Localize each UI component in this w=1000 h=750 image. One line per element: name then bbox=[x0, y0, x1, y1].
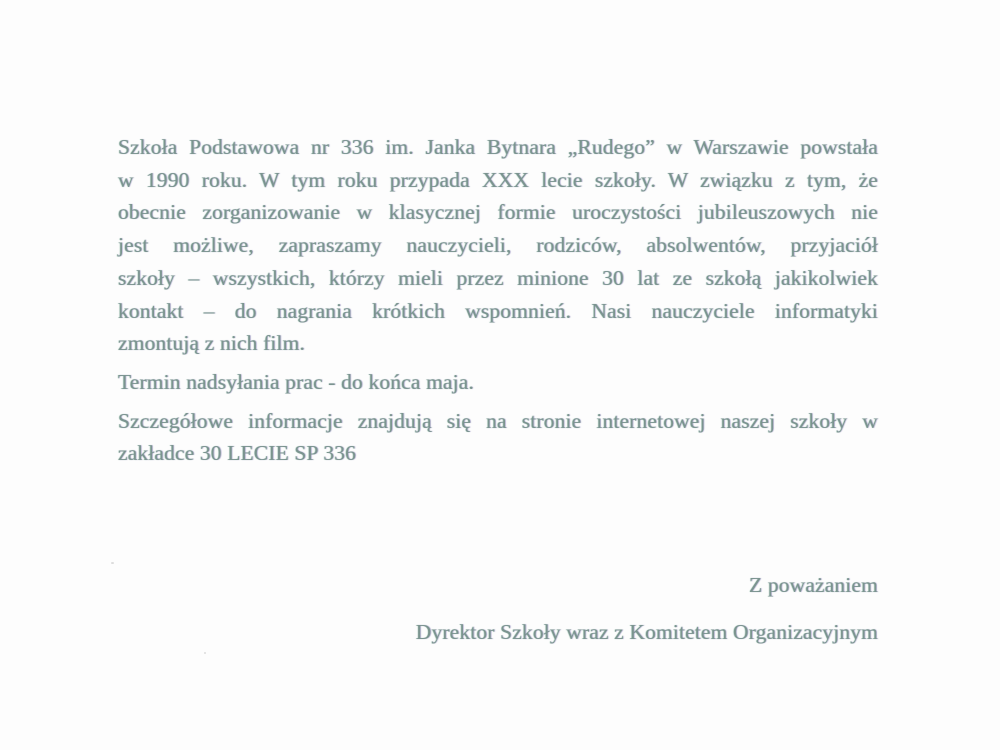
letter-line: zakładce 30 LECIE SP 336 bbox=[118, 441, 357, 466]
scan-speck bbox=[111, 562, 114, 564]
paragraph-info bbox=[118, 405, 878, 470]
closing-phrase: Z poważaniem bbox=[749, 573, 878, 597]
letter-line: zmontują z nich film. bbox=[118, 331, 306, 356]
letter-line: Szkoła Podstawowa nr 336 im. Janka Bytnara „Rudego” w Warszawie powstała bbox=[118, 135, 878, 159]
letter-line: szkoły – wszystkich, którzy mieli przez minione 30 lat ze szkołą jakikolwiek bbox=[118, 265, 878, 290]
letter-body bbox=[118, 131, 878, 470]
signature-block bbox=[118, 569, 878, 648]
letter-line: w 1990 roku. W tym roku przypada XXX lecie szkoły. W związku z tym, że bbox=[118, 167, 878, 192]
paragraph-deadline bbox=[118, 366, 878, 399]
scan-speck bbox=[204, 652, 206, 654]
paragraph-intro bbox=[118, 131, 878, 360]
signature-line: Dyrektor Szkoły wraz z Komitetem Organizacyjnym bbox=[415, 619, 878, 644]
letter-line: Szczegółowe informacje znajdują się na stronie internetowej naszej szkoły w bbox=[118, 408, 878, 433]
letter-line: Termin nadsyłania prac - do końca maja. bbox=[118, 369, 474, 394]
letter-line: obecnie zorganizowanie w klasycznej formie uroczystości jubileuszowych nie bbox=[118, 200, 878, 225]
letter-line: jest możliwe, zapraszamy nauczycieli, rodziców, absolwentów, przyjaciół bbox=[118, 233, 878, 258]
letter-line: kontakt – do nagrania krótkich wspomnień. Nasi nauczyciele informatyki bbox=[118, 298, 878, 323]
